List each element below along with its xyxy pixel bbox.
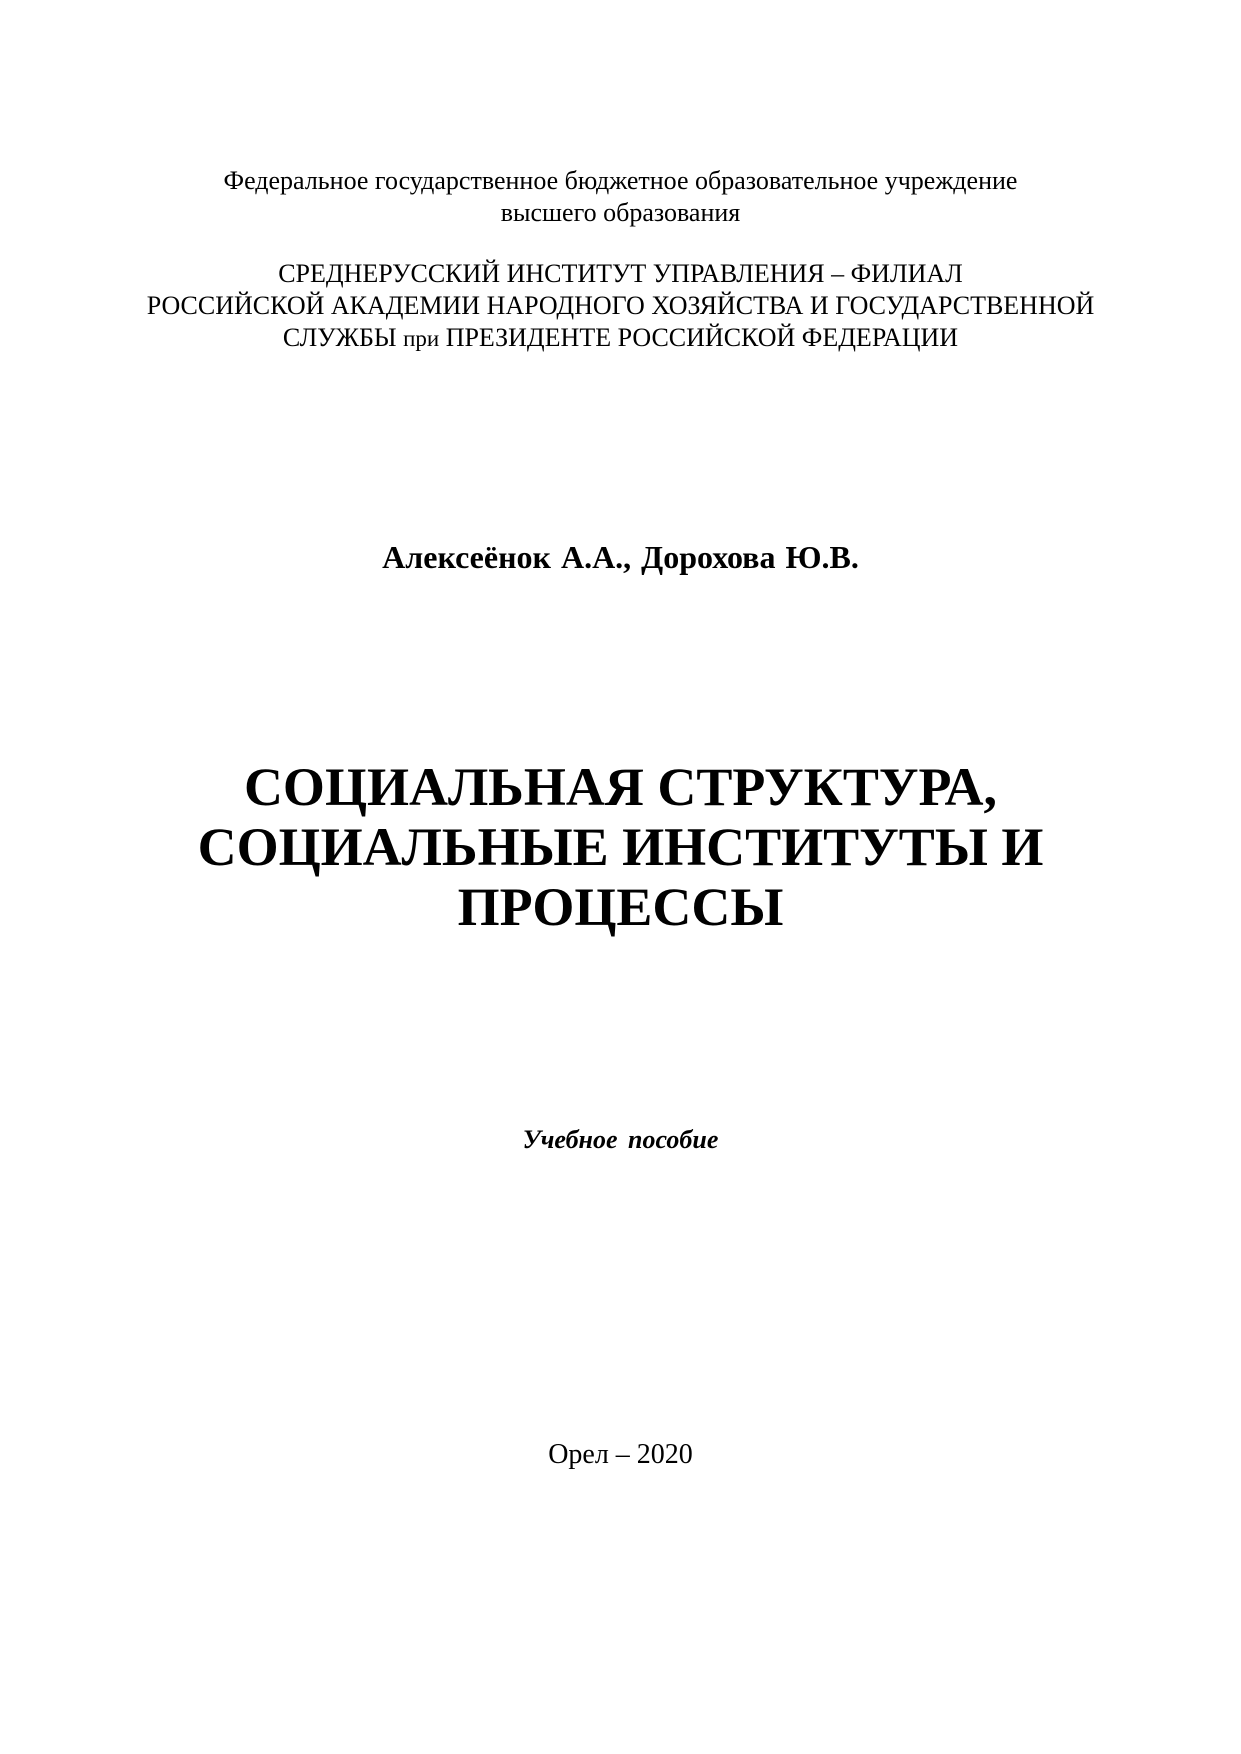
- organization-line-3-part-3: ПРЕЗИДЕНТЕ РОССИЙСКОЙ ФЕДЕРАЦИИ: [439, 323, 959, 352]
- organization-line-2: РОССИЙСКОЙ АКАДЕМИИ НАРОДНОГО ХОЗЯЙСТВА И ГОСУДАРСТВЕННОЙ: [146, 291, 1095, 320]
- institution-header: [0, 165, 1241, 229]
- document-title: [0, 757, 1241, 937]
- institution-line-2: высшего образования: [500, 198, 741, 227]
- document-type: Учебное пособие: [522, 1125, 719, 1154]
- authors: Алексеёнок А.А., Дорохова Ю.В.: [382, 539, 859, 575]
- organization-header: [0, 258, 1241, 355]
- organization-line-1: СРЕДНЕРУССКИЙ ИНСТИТУТ УПРАВЛЕНИЯ – ФИЛИАЛ: [278, 259, 963, 288]
- title-line-3: ПРОЦЕССЫ: [457, 877, 784, 937]
- place-and-year: Орел – 2020: [548, 1439, 693, 1470]
- title-line-1: СОЦИАЛЬНАЯ СТРУКТУРА,: [243, 757, 998, 817]
- institution-line-1: Федеральное государственное бюджетное образовательное учреждение: [223, 166, 1018, 195]
- organization-line-3: [0, 322, 1241, 355]
- organization-line-3-part-2: при: [403, 326, 440, 351]
- organization-line-3-part-1: СЛУЖБЫ: [282, 323, 404, 352]
- title-line-2: СОЦИАЛЬНЫЕ ИНСТИТУТЫ И: [197, 817, 1044, 877]
